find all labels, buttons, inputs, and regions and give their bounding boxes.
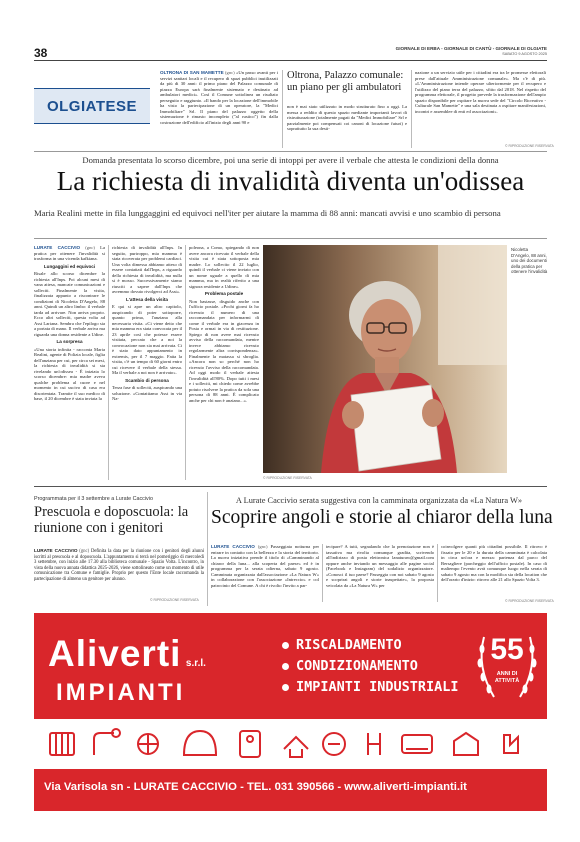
page-number: 38 [34, 46, 48, 60]
anniversary-badge [474, 627, 540, 713]
badge-number: 55 [490, 633, 524, 666]
top-article-lead-tag: (gnc) [225, 70, 235, 75]
main-col1 [34, 245, 105, 480]
natura-kicker: A Lurate Caccivio serata suggestiva con la camminata organizzata da «La Natura W» [235, 496, 523, 505]
ad-service-2-label: CONDIZIONAMENTO [296, 658, 418, 674]
ad-services [282, 637, 459, 695]
issue-date: SABATO 9 AGOSTO 2025 [502, 52, 547, 56]
ad-brand-suffix: s.r.l. [185, 658, 206, 669]
prescuola-body-box [34, 548, 204, 596]
main-photo [263, 245, 507, 473]
main-col1-head1: Lungaggini ed equivoci [43, 263, 96, 269]
main-subtitle-rule [34, 238, 547, 239]
ad-service-1-label: RISCALDAMENTO [296, 637, 402, 653]
natura-title: Scoprire angoli e storie al chiaror della luna [211, 507, 553, 528]
ad-brand [48, 633, 206, 675]
natura-col2: tecipare? A tutti, segnalando che la prenotazione non è tassativa ma rivolta comunque gradita, scrivendo all'indirizzo di posta elettronica lanaturaw@gmail.com oppure anche inviando un messaggio alle pagine social (Facebook e Instagram) del sodalizio organizzatore. «Conosci il tuo paese? Passeggia con noi sabato 9 agosto e scoprirai angoli e storie inaspettate», la proposta veicolata da «La Natura W» per [326, 544, 434, 588]
photo-caption: Nicoletta D'Angelo, 88 anni, uno dei documenti della pratica per ottenere l'invalidità [511, 247, 548, 275]
badge-text: ANNI DI ATTIVITÀ [494, 671, 520, 684]
top-article-col1-text: «Un passo avanti per i servizi sanitari locali e il recupero di spazi pubblici inutilizzati da più di 30 anni: il primo piano del Palazzo comunale di piazza Europa sarà finalmente sistemato e destinato ad ambulatori medici». Così il Comune sottolinea un risultato perseguito e raggiunto. «Il bando per la locazione dell'immobile ha visto la partecipazione di un operatore, la "Medici Immobiliare" Srl. Il piano del palazzo oggetto della sistemazione è rimasto incompleto ("al rustico") fin dalla costruzione dell'edificio all'inizio degli anni 90 e [160, 70, 278, 125]
main-divider-1 [108, 245, 109, 480]
prescuola-kicker: Programmata per il 3 settembre a Lurate Caccivio [34, 496, 153, 502]
main-col1-body2: «Una storia infinita - racconta Maria Realini, agente di Polizia locale, figlia dell'anziana per cui, per circa sei mesi, la richiesta di invalidità si sta rivelando un'odissea - È iniziata lo scorso dicembre: mia madre aveva qualche problema al cuore e nel momento in cui uscivo di casa era disorientata. Tramite il suo medico di base, il 20 dicembre è stata inviata la [34, 346, 105, 401]
top-article-copyright: © RIPRODUZIONE RISERVATA [505, 144, 554, 148]
bottom-section-divider [207, 492, 208, 606]
prescuola-copyright: © RIPRODUZIONE RISERVATA [150, 598, 199, 602]
ad-brand-name: Aliverti [48, 633, 182, 674]
ad-service-3-label: IMPIANTI INDUSTRIALI [296, 679, 459, 695]
natura-col1-text: Passeggiata notturna per entrare in contatto con la bellezza e la storia del territorio. La nuova iniziativa prende il titolo di «Camminando al chiaror della luna... alla scoperta del paese» ed è in programma per la serata odierna, sabato 9 agosto. Camminata organizzata dall'associazione «La Natura W» in collaborazione con l'associazione «Intreccio» e col patrocinio del Comune. A chi è rivolto l'invito a par- [211, 544, 319, 588]
top-bottom-rule [34, 151, 547, 152]
ad-service-3 [282, 679, 459, 695]
main-divider-2 [185, 245, 186, 480]
main-col1-head2: La sorpresa [56, 339, 83, 344]
natura-lead-label: LURATE CACCIVIO [211, 544, 255, 549]
top-divider-1 [282, 70, 283, 148]
header-rule [34, 60, 547, 61]
main-col2-head1: L'attesa della visita [126, 296, 168, 302]
main-title: La richiesta di invalidità diventa un'odissea [56, 166, 525, 196]
bullet-icon [282, 642, 289, 649]
main-col3 [189, 245, 259, 480]
main-col2 [112, 245, 182, 480]
top-article-col3: nazione a un servizio utile per i cittadini era tra le promesse elettorali prese dall'attuale Amministrazione comunale». Ma c'è di più. «L'Amministrazione intende operare ulteriormente per il recupero e l'utilizzo del piano terra del palazzo, sfitto dal 2018. Nel rispetto del programma elettorale, il progetto prevede la trasformazione dell'ampio spazio disponibile per ospitare la nuova sede del "Circolo Ricreativo - Culturale San Mamette" e una sala destinata a ospitare manifestazioni, incontri e assemblee di enti ed associazioni». [415, 70, 546, 114]
ad-icon-strip [34, 719, 547, 769]
section-label [34, 88, 150, 124]
prescuola-lead-tag: (gnc) [79, 549, 90, 554]
natura-lead-tag: (gnc) [257, 544, 268, 549]
top-article-col2: non è mai stato utilizzato in modo strutturato fino a oggi. La messa a reddito di questo spazio mediante importanti lavori di ristrutturazione (totalmente pagati da "Medici Immobiliare" Srl e parzialmente poi compensati coi canoni di locazione futuri) e soprattutto la sua desti- [287, 104, 407, 131]
top-article-lead-label: OLTRONA DI SAN MAMETTE [160, 70, 224, 75]
natura-copyright: © RIPRODUZIONE RISERVATA [505, 599, 554, 603]
prescuola-body: Definita la data per la riunione con i genitori degli alunni iscritti al prescuola e al doposcuola. L'appuntamento si terrà nel pomeriggio di mercoledì 3 settembre, con inizio alle 17.30 alla biblioteca comunale - Spazio Volta. L'incontro, in vista della nuova annata didattica 2025-2026, viene sottolineato come un momento di utile comunicazione tra Comune e famiglie. Proprio per questo l'Ente locale raccomanda la partecipazione di almeno un genitore per alunno. [34, 549, 204, 582]
ad-service-2 [282, 658, 459, 674]
main-lead-label: LURATE CACCIVIO [34, 245, 81, 250]
main-col2-body2: E qui si apre un altro capitolo, auspicando di poter sottoporre, quanto prima, l'anziana alla necessaria visita. «Ci viene detto che mia mamma era stata convocata per il 23 aprile così che potesse essere visitata, peccato che a noi la convocazione non sia mai arrivata. Ci è stato dato appuntamento in extremis, per il 7 maggio. Fatta la visita, c'è un tempo di 60 giorni entro cui ricevere il verbale della stessa. Ma il verbale a noi non è arrivato». [112, 304, 182, 375]
main-col1-body1: Risale allo scorso dicembre la richiesta all'Inps. Poi alcuni mesi di vana attesa, mancate comunicazioni e solleciti. Finalmente la visita, finalizzata appunto a riscontrare le condizioni di Nicoletta D'Angelo, 88 anni. Quindi un altro limbo: il verbale tarda ad arrivare. Non arriva proprio. Ecco altri solleciti, questa volta ad Asst Lariana. Sembra che l'epilogo sia a portata di mano. Il verbale arriva ma riguarda una donna residente a Udine. [34, 271, 105, 337]
natura-col3: coinvolgere quanti più cittadini possibile. Il ritrovo è fissato per le 20 e la durata della camminata è calcolata in circa un'ora e mezza: partenza dal parco del Bersagliere (parcheggio dell'ufficio postale). In caso di maltempo l'evento avrà comunque luogo nella serata di sabato 9 agosto ma con la modifica sia della location che dell'orario d'inizio: ritrovo alle 21 allo Spazio Volta 3. [441, 544, 547, 582]
natura-divider-2 [437, 544, 438, 602]
main-col3-body2: Non bastasse, disguido anche con l'ufficio postale. «Pochi giorni fa ho ricevuto il numero di una raccomandata per informarmi di come il verbale era in giacenza in Posta e ormai in via di restituzione. Spiego di non avere mai ricevuto avviso della raccomandata, mentre invece abbiamo ricevuto regolarmente altra corrispondenza». Finalmente la matassa si sbroglia. «Ancora non so perché non ho ricevuto l'avviso della raccomandata. Ad oggi modo il verbale attesta l'invalidità all'80%. Dopo tutti i mesi e i solleciti, mi chiedo come avrebbe potuto risolvere la pratica da sola una persona di 88 anni. È complicato anche per chi non è anziano...». [189, 298, 259, 403]
aliverti-ad[interactable] [34, 613, 547, 811]
prescuola-lead-label: LURATE CACCIVIO [34, 548, 78, 553]
ad-service-1 [282, 637, 459, 653]
plumbing-icons [34, 719, 547, 769]
ad-footer[interactable]: Via Varisola sn - LURATE CACCIVIO - TEL. 031 390566 - www.aliverti-impianti.it [44, 781, 467, 793]
bullet-icon [282, 684, 289, 691]
photo-copyright: © RIPRODUZIONE RISERVATA [263, 476, 312, 480]
woman-with-document-image [263, 245, 507, 473]
newspaper-names: GIORNALE DI ERBA - GIORNALE DI CANTÙ - GIORNALE DI OLGIATE [395, 46, 547, 51]
main-kicker: Domanda presentata lo scorso dicembre, poi una serie di intoppi per avere il verbale che attesta le condizioni della donna [82, 155, 499, 165]
ad-brand-sub: IMPIANTI [56, 679, 186, 706]
prescuola-title: Prescuola e doposcuola: la riunione con i genitori [34, 504, 189, 536]
top-divider-2 [411, 70, 412, 148]
main-col2-body3: Terza fase di solleciti, auspicando una soluzione. «Contattiamo Asst in via Na- [112, 385, 182, 401]
bullet-icon [282, 663, 289, 670]
top-article-col1 [160, 70, 278, 150]
main-col3-body1: poleona, a Como, spiegando di non avere ancora ricevuto il verbale della visita cui è stata sottoposta mia madre. Lo sollecito il 22 luglio, quindi il verbale ci viene inviato con un nome uguale a quello di mia mamma, ma in realtà riferito a una signora residente a Udine». [189, 245, 259, 289]
main-col2-body1: richiesta di invalidità all'Inps. In seguito, purtroppo, mia mamma è stata ricoverata per problemi cardiaci. Una volta dimessa abbiamo atteso di essere contattati dall'Inps, a riguardo della richiesta di invalidità, ma nulla si è mosso. Successivamente siamo riusciti a sapere dall'Inps che avremmo dovuto rivolgerci ad Asst». [112, 245, 182, 294]
main-lead-tag: (gnc) [85, 245, 95, 250]
top-article-title: Oltrona, Palazzo comunale: un piano per gli ambulatori [287, 70, 404, 93]
natura-col1 [211, 544, 319, 602]
main-col1-intro: La pratica per ottenere l'invalidità si trasforma in una vicenda kafkiana. [34, 245, 105, 261]
natura-divider-1 [322, 544, 323, 602]
main-bottom-rule [34, 486, 547, 487]
main-col3-head1: Problema postale [204, 291, 244, 296]
main-col2-head2: Scambio di persona [125, 377, 169, 383]
main-subtitle: Maria Realini mette in fila lunggaggini ed equivoci nell'iter per aiutare la mamma di 88 anni: mancati avvisi e uno scambio di persona [34, 208, 501, 218]
section-label-text: OLGIATESE [46, 97, 138, 115]
